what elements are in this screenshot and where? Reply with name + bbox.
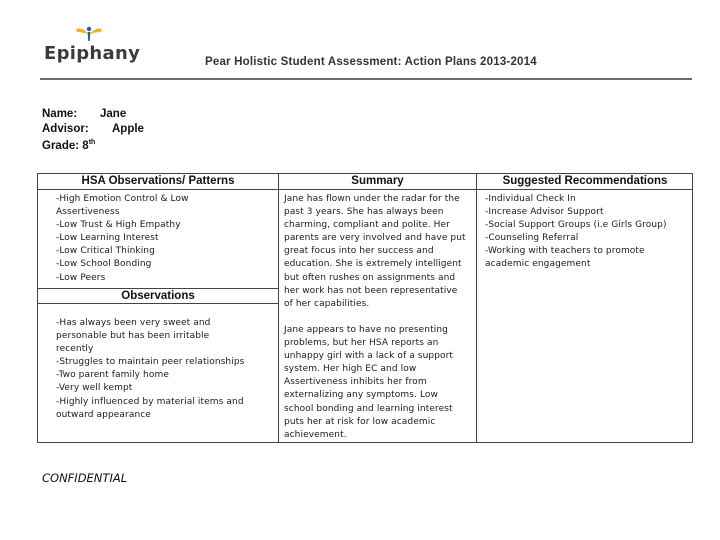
observation-line: -Two parent family home [56, 370, 169, 381]
grade-value [82, 140, 95, 152]
header-divider [40, 78, 692, 80]
summary-line: but often rushes on assignments and [284, 272, 456, 283]
student-name: Jane [100, 108, 127, 120]
name-label: Name: [42, 108, 78, 120]
recommendation-line: -Social Support Groups (i.e Girls Group) [485, 220, 667, 231]
summary-line: her work has not been representative [284, 285, 458, 296]
grade-number: 8 [82, 140, 89, 152]
document-title: Pear Holistic Student Assessment: Action Plans 2013-2014 [205, 56, 537, 68]
pattern-line: -Low Peers [56, 272, 106, 283]
column-divider-1 [278, 174, 279, 442]
observation-line: outward appearance [56, 409, 151, 420]
confidential-footer: CONFIDENTIAL [42, 471, 128, 485]
observation-line: -Very well kempt [56, 383, 133, 394]
observation-line: -Struggles to maintain peer relationships [56, 357, 245, 368]
action-plan-table [37, 173, 693, 443]
pattern-line: Assertiveness [56, 207, 120, 218]
pattern-line: -High Emotion Control & Low [56, 194, 189, 204]
epiphany-logo [40, 26, 141, 70]
column-divider-2 [476, 174, 477, 442]
grade-label: Grade: [42, 140, 80, 152]
paragraph-gap [284, 311, 466, 324]
summary-line: problems, but her HSA reports an [284, 338, 439, 349]
logo-text: Epiphany [44, 43, 141, 64]
summary-line: great focus into her success and [284, 246, 434, 257]
summary-line: externalizing any symptoms. Low [284, 390, 438, 401]
header-observations-patterns: HSA Observations/ Patterns [81, 175, 235, 187]
summary-line: charming, compliant and polite. Her [284, 220, 450, 231]
summary-text [284, 193, 466, 442]
recommendations-list [485, 193, 667, 272]
summary-line: Jane appears to have no presenting [284, 324, 448, 335]
recommendation-line: academic engagement [485, 259, 591, 270]
summary-line: of her capabilities. [284, 298, 370, 309]
summary-line: parents are very involved and have put [284, 233, 466, 244]
summary-line: puts her at risk for low academic [284, 416, 436, 427]
pattern-line: -Low School Bonding [56, 259, 152, 270]
summary-line: Jane has flown under the radar for the [284, 194, 460, 204]
recommendation-line: -Increase Advisor Support [485, 207, 604, 218]
pattern-line: -Low Critical Thinking [56, 246, 155, 257]
recommendation-line: -Counseling Referral [485, 233, 579, 244]
observations-header-top [38, 288, 278, 289]
header-row-divider [38, 189, 692, 190]
pattern-line: -Low Trust & High Empathy [56, 220, 181, 231]
advisor-label: Advisor: [42, 122, 89, 135]
observation-line: personable but has been irritable [56, 331, 210, 342]
observations-list [56, 317, 244, 422]
summary-line: unhappy girl with a lack of a support [284, 351, 454, 362]
summary-line: Assertiveness inhibits her from [284, 377, 427, 388]
student-info [42, 107, 144, 154]
patterns-list [56, 193, 189, 285]
header-observations: Observations [121, 290, 195, 302]
recommendation-line: -Working with teachers to promote [485, 246, 645, 257]
summary-line: past 3 years. She has always been [284, 207, 444, 218]
advisor-row [42, 122, 144, 137]
observation-line: recently [56, 344, 94, 355]
header-summary: Summary [351, 175, 404, 187]
pattern-line: -Low Learning Interest [56, 233, 159, 244]
summary-line: system. Her high EC and low [284, 364, 417, 375]
student-name-row [42, 107, 144, 122]
summary-line: school bonding and learning interest [284, 403, 453, 414]
observation-line: -Has always been very sweet and [56, 318, 211, 328]
summary-line: achievement. [284, 429, 347, 440]
grade-row [42, 136, 144, 154]
observations-header-bottom [38, 303, 278, 304]
observation-line: -Highly influenced by material items and [56, 396, 244, 407]
header-recommendations: Suggested Recommendations [502, 175, 668, 187]
winged-figure-icon [74, 26, 104, 42]
summary-line: education. She is extremely intelligent [284, 259, 462, 270]
grade-suffix: th [88, 139, 96, 146]
recommendation-line: -Individual Check In [485, 194, 576, 204]
advisor-name: Apple [112, 122, 144, 135]
